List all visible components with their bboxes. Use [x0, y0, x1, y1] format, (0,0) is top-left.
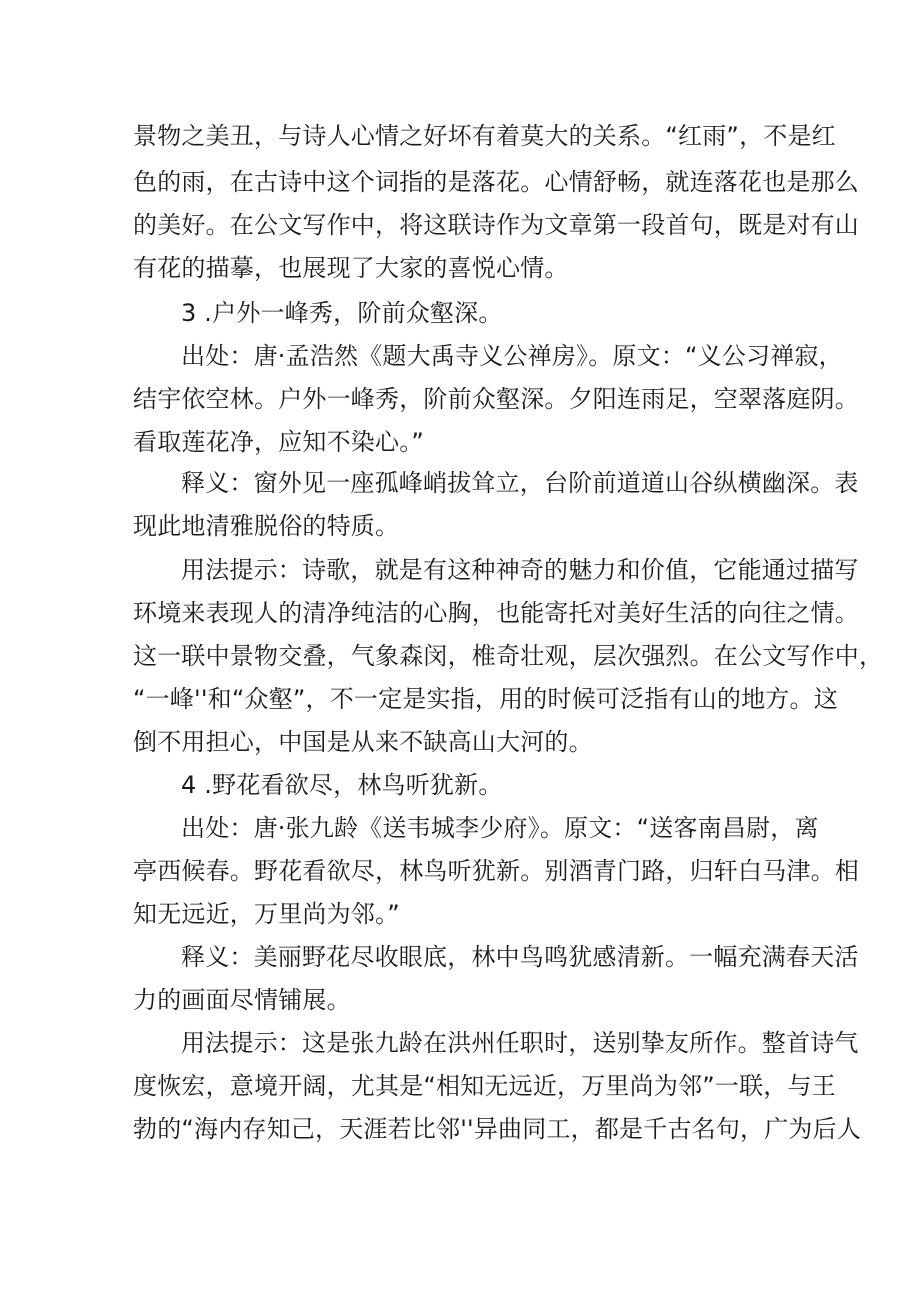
paragraph-line: 亭西候春。野花看欲尽，林鸟听犹新。别酒青门路，归轩白马津。相 [133, 857, 859, 885]
paragraph-line: “一峰''和“众壑”，不一定是实指，用的时候可泛指有山的地方。这 [133, 685, 838, 713]
paragraph-line: 这一联中景物交叠，气象森闵，椎奇壮观，层次强烈。在公文写作中， [133, 642, 884, 670]
paragraph-line: 现此地清雅脱俗的特质。 [133, 512, 400, 540]
paragraph-line: 景物之美丑，与诗人心情之好坏有着莫大的关系。“红雨”，不是红 [133, 122, 836, 150]
paragraph-line: 环境来表现人的清净纯洁的心胸，也能寄托对美好生活的向往之情。 [133, 599, 859, 627]
source-line: 出处：唐·张九龄《送韦城李少府》。原文：“送客南昌尉，离 [181, 814, 819, 842]
explanation-line: 释义：窗外见一座孤峰峭拔耸立，台阶前道道山谷纵横幽深。表 [181, 469, 859, 497]
paragraph-line: 结宇依空林。户外一峰秀，阶前众壑深。夕阳连雨足，空翠落庭阴。 [133, 385, 859, 413]
paragraph-line: 的美好。在公文写作中，将这联诗作为文章第一段首句，既是对有山 [133, 211, 859, 239]
section-heading: 3 .户外一峰秀，阶前众壑深。 [181, 299, 503, 327]
paragraph-line: 度恢宏，意境开阔，尤其是“相知无远近，万里尚为邻”一联，与王 [133, 1072, 836, 1100]
paragraph-line: 色的雨，在古诗中这个词指的是落花。心情舒畅，就连落花也是那么 [133, 168, 859, 196]
source-line: 出处：唐·孟浩然《题大禹寺义公禅房》。原文：“义公习禅寂， [181, 342, 843, 370]
usage-tip-line: 用法提示：诗歌，就是有这种神奇的魅力和价值，它能通过描写 [181, 556, 859, 584]
paragraph-line: 力的画面尽情铺展。 [133, 986, 351, 1014]
explanation-line: 释义：美丽野花尽收眼底，林中鸟鸣犹感清新。一幅充满春天活 [181, 943, 859, 971]
paragraph-line: 倒不用担心，中国是从来不缺高山大河的。 [133, 728, 593, 756]
section-heading: 4 .野花看欲尽，林鸟听犹新。 [181, 771, 503, 799]
paragraph-line: 勃的“海内存知己，天涯若比邻''异曲同工，都是千古名句，广为后人 [133, 1115, 862, 1143]
usage-tip-line: 用法提示：这是张九龄在洪州任职时，送别挚友所作。整首诗气 [181, 1029, 859, 1057]
paragraph-line: 有花的描摹，也展现了大家的喜悦心情。 [133, 254, 569, 282]
paragraph-line: 看取莲花净，应知不染心。” [133, 428, 425, 456]
paragraph-line: 知无远近，万里尚为邻。” [133, 900, 400, 928]
